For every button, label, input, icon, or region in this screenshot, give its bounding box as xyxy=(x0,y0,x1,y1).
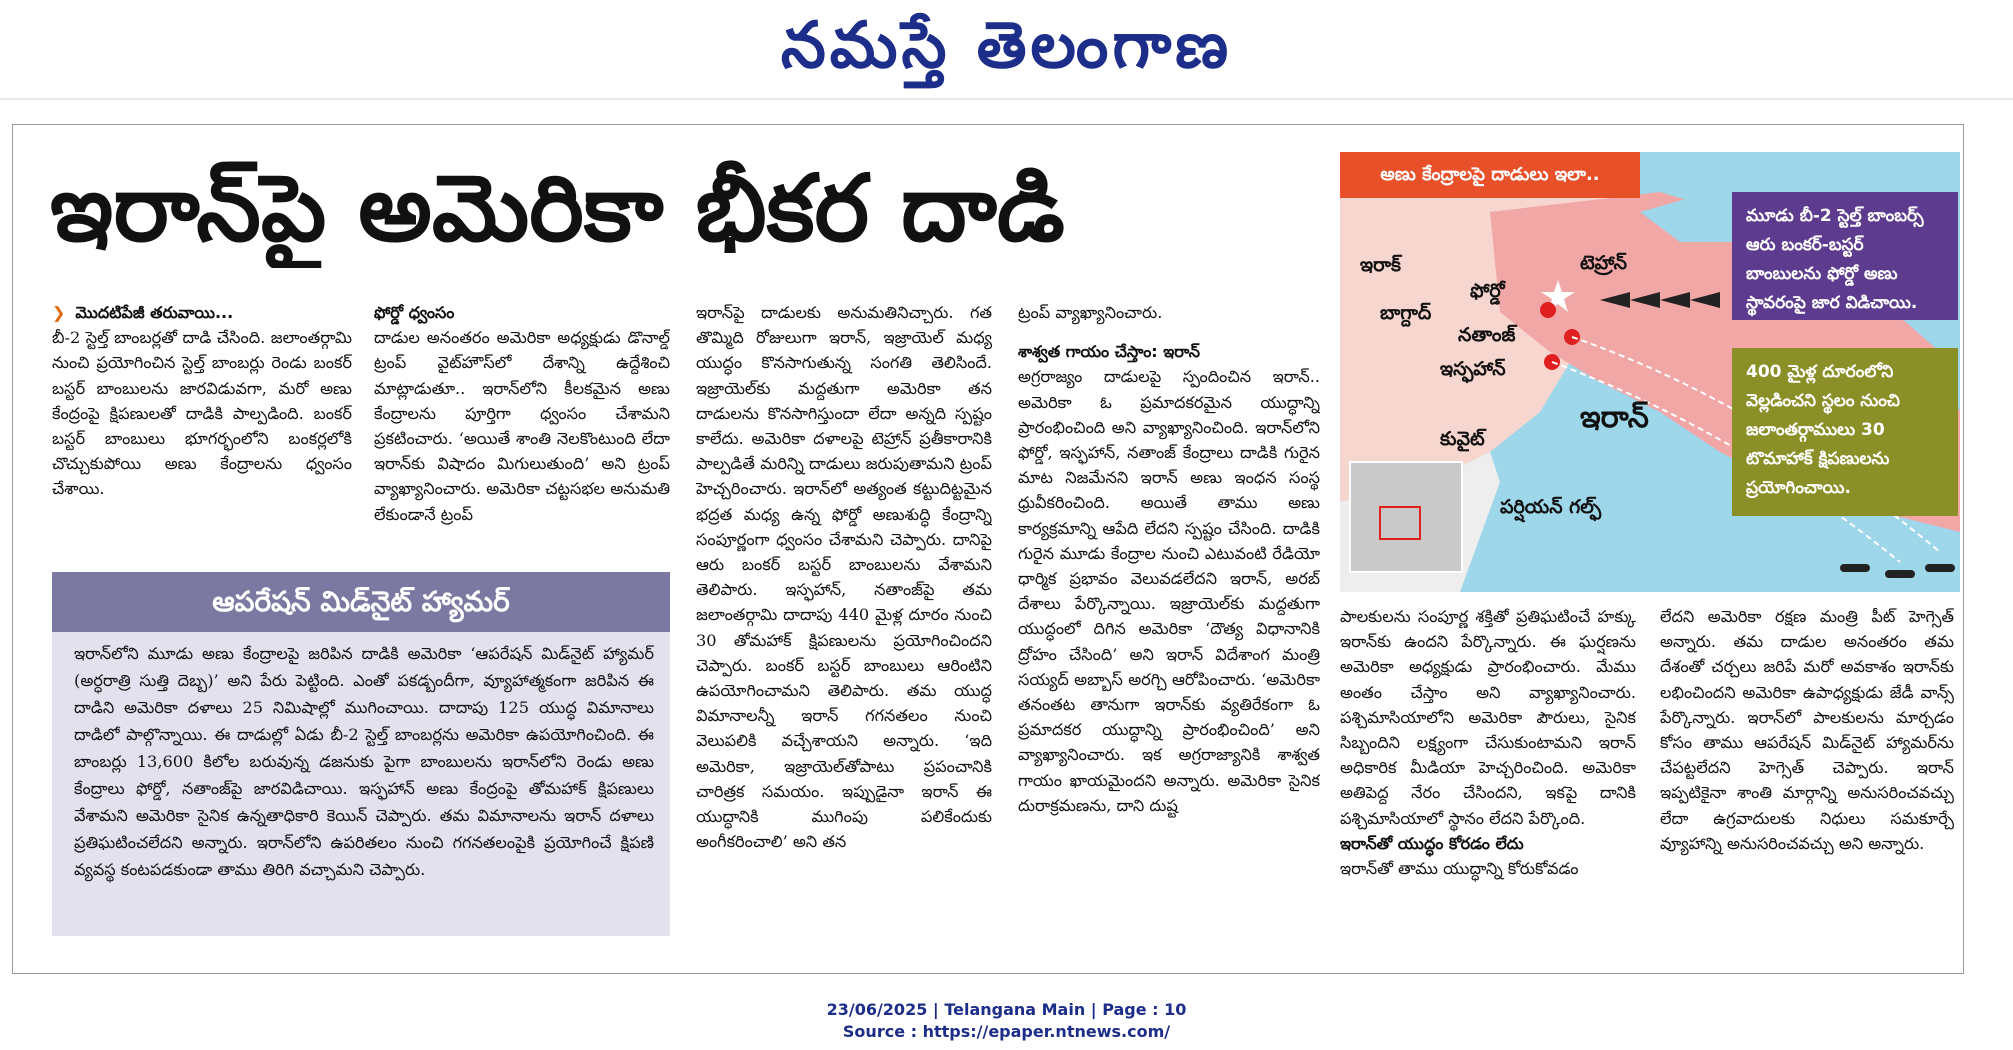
label-persian-gulf: పర్షియన్ గల్ఫ్ xyxy=(1500,496,1602,518)
label-natanz: నతాంజ్ xyxy=(1458,324,1516,346)
column-5 xyxy=(1340,604,1636,954)
bomber-info-box: మూడు బీ-2 స్టెల్త్ బాంబర్స్ ఆరు బంకర్-బస్టర్ బాంబులను ఫోర్డో అణు స్థావరంపై జార విడిచాయి. xyxy=(1732,192,1958,320)
column-6 xyxy=(1660,604,1954,954)
label-iran: ఇరాన్ xyxy=(1580,400,1649,435)
column-4-subhead: శాశ్వత గాయం చేస్తాం: ఇరాన్ xyxy=(1018,342,1200,362)
chevron-right-icon: ❯ xyxy=(52,303,66,322)
column-5-text-2: ఇరాన్‌తో తాము యుద్ధాన్ని కోరుకోవడం xyxy=(1340,859,1579,879)
label-iraq: ఇరాక్ xyxy=(1360,254,1401,276)
label-tehran: టెహ్రాన్ xyxy=(1580,252,1627,274)
label-isfahan: ఇస్ఫహాన్ xyxy=(1440,358,1506,380)
jump-line xyxy=(52,300,352,325)
operation-title: ఆపరేషన్ మిడ్‌నైట్ హ్యామర్ xyxy=(52,572,670,632)
column-2-subhead: ఫోర్డో ధ్వంసం xyxy=(374,303,455,322)
map-title: అణు కేంద్రాలపై దాడులు ఇలా.. xyxy=(1340,152,1640,198)
column-5-subhead: ఇరాన్‌తో యుద్ధం కోరడం లేదు xyxy=(1340,833,1524,853)
column-4-lead: ట్రంప్ వ్యాఖ్యానించారు. xyxy=(1018,303,1163,322)
column-4 xyxy=(1018,300,1320,952)
missile-info-box: 400 మైళ్ల దూరంలోని వెల్లడించని స్థలం నుంచి జలాంతర్గాములు 30 టొమాహాక్ క్షిపణులను ప్రయోగించాయి. xyxy=(1732,348,1958,516)
label-kuwait: కువైట్ xyxy=(1440,428,1485,450)
label-baghdad: బాగ్దాద్ xyxy=(1380,302,1432,324)
footer-source-line: Source : https://epaper.ntnews.com/ xyxy=(842,1022,1171,1041)
inset-map xyxy=(1350,462,1462,572)
label-fordo: ఫోర్డో xyxy=(1470,280,1505,302)
column-2-text: దాడుల అనంతరం అమెరికా అధ్యక్షుడు డొనాల్డ్ ట్రంప్ వైట్‌హౌస్‌లో దేశాన్ని ఉద్దేశించి మాట్లాడుతూ.. ఇరాన్‌లోని కీలకమైన అణు కేంద్రాలను పూర్తిగా ధ్వంసం చేశామని ప్రకటించారు. ‘అయితే శాంతి నెలకొంటుంది లేదా ఇరాన్‌కు విషాదం మిగులుతుంది’ అని ట్రంప్ వ్యాఖ్యానించారు. అమెరికా చట్టసభల అనుమతి లేకుండానే ట్రంప్ xyxy=(374,328,670,524)
fordo-strike xyxy=(1540,302,1556,318)
column-3-text: ఇరాన్‌పై దాడులకు అనుమతినిచ్చారు. గత తొమ్మిది రోజులుగా ఇరాన్, ఇజ్రాయెల్ మధ్య యుద్ధం కొనసాగుతున్న సంగతి తెలిసిందే. ఇజ్రాయెల్‌కు మద్దతుగా అమెరికా తన దాడులను కొనసాగిస్తుందా లేదా అన్నది స్పష్టం కాలేదు. అమెరికా దళాలపై టెహ్రాన్ ప్రతీకారానికి పాల్పడితే మరిన్ని దాడులు జరుపుతామని ట్రంప్ హెచ్చరించారు. ఇరాన్‌లో అత్యంత కట్టుదిట్టమైన భద్రత మధ్య ఉన్న ఫోర్డో అణుశుద్ధి కేంద్రాన్ని సంపూర్ణంగా ధ్వంసం చేశామని చెప్పారు. దానిపై ఆరు బంకర్ బస్టర్ బాంబులను వేశామని తెలిపారు. ఇస్ఫహాన్, నతాంజ్‌పై తమ జలాంతర్గామి దాదాపు 440 మైళ్ల దూరం నుంచి 30 తోమహాక్ క్షిపణులను ప్రయోగించిందని చెప్పారు. బంకర్ బస్టర్ బాంబులు ఆరింటిని ఉపయోగించామని తెలిపారు. తమ యుద్ధ విమానాలన్నీ ఇరాన్ గగనతలం నుంచి వెలుపలికి వచ్చేశాయని అన్నారు. ‘ఇది అమెరికా, ఇజ్రాయెల్‌తోపాటు ప్రపంచానికి చారిత్రక సమయం. ఇప్పుడైనా ఇరాన్ ఈ యుద్ధానికి ముగింపు పలికేందుకు అంగీకరించాలి’ అని తన xyxy=(696,303,992,852)
column-1 xyxy=(52,300,352,558)
operation-text: ఇరాన్‌లోని మూడు అణు కేంద్రాలపై జరిపిన దాడికి అమెరికా ‘ఆపరేషన్ మిడ్‌నైట్ హ్యామర్ (అర్ధరాత్రి సుత్తి దెబ్బ)’ అని పేరు పెట్టింది. ఎంతో పకడ్బందీగా, వ్యూహాత్మకంగా జరిపిన ఈ దాడిని అమెరికా దళాలు 25 నిమిషాల్లో ముగించాయి. దాదాపు 125 యుద్ధ విమానాలు దాడిలో పాల్గొన్నాయి. ఈ దాడుల్లో ఏడు బీ-2 స్టెల్త్ బాంబర్లను అమెరికా ఉపయోగించింది. ఈ బాంబర్లు 13,600 కిలోల బరువున్న డజనుకు పైగా బాంబులను ఇరాన్‌లోని రెండు అణు కేంద్రాలు ఫోర్డో, నతాంజ్‌పై జారవిడిచాయి. ఇస్ఫహాన్ అణు కేంద్రంపై తోమహాక్ క్షిపణులు వేశామని అమెరికా సైనిక ఉన్నతాధికారి కెయిన్ చెప్పారు. తమ విమానాలను ఇరాన్ దళాలు ప్రతిఘటించలేదని అన్నారు. ఇరాన్‌లోని ఉపరితలం నుంచి గగనతలంపైకి ప్రయోగించే క్షిపణి వ్యవస్థ కంటపడకుండా తాము తిరిగి వచ్చామని చెప్పారు. xyxy=(74,644,654,879)
operation-box xyxy=(52,572,670,936)
jump-label: మొదటిపేజీ తరువాయి... xyxy=(75,303,234,322)
column-6-text: లేదని అమెరికా రక్షణ మంత్రి పీట్ హెగ్సెత్ అన్నారు. తమ దాడుల అనంతరం తమ దేశంతో చర్చలు జరిపే మరో అవకాశం ఇరాన్‌కు లభించిందని అమెరికా ఉపాధ్యక్షుడు జేడీ వాన్స్ పేర్కొన్నారు. ఇరాన్‌లో పాలకులను మార్చడం కోసం తాము ఆపరేషన్ మిడ్‌నైట్ హ్యామర్‌ను చేపట్టలేదని హెగ్సెత్ చెప్పారు. ఇరాన్ ఇప్పటికైనా శాంతి మార్గాన్ని అనుసరించవచ్చు లేదా ఉగ్రవాదులకు నిధులు సమకూర్చే వ్యూహాన్ని అనుసరించవచ్చు అని అన్నారు. xyxy=(1660,607,1954,853)
attack-map xyxy=(1340,152,1960,592)
masthead-logo: నమస్తే తెలంగాణ xyxy=(780,9,1233,83)
masthead-divider xyxy=(0,98,2013,100)
column-5-text: పాలకులను సంపూర్ణ శక్తితో ప్రతిఘటించే హక్కు ఇరాన్‌కు ఉందని పేర్కొన్నారు. ఈ ఘర్షణను అమెరికా అధ్యక్షుడు ప్రారంభించారు. మేము అంతం చేస్తాం అని వ్యాఖ్యానించారు. పశ్చిమాసియాలోని అమెరికా పౌరులు, సైనిక సిబ్బందిని లక్ష్యంగా చేసుకుంటామని ఇరాన్ అధికారిక మీడియా హెచ్చరించింది. అమెరికా అతిపెద్ద నేరం చేసిందని, ఇకపై దానికి పశ్చిమాసియాలో స్థానం లేదని పేర్కొంది. xyxy=(1340,607,1636,828)
footer-date-line: 23/06/2025 | Telangana Main | Page : 10 xyxy=(826,1000,1187,1019)
column-1-text: బీ-2 స్టెల్త్ బాంబర్లతో దాడి చేసింది. జలాంతర్గామి నుంచి ప్రయోగించిన స్టెల్త్ బాంబర్లు రెండు బంకర్ బస్టర్ బాంబులను జారవిడువగా, మరో అణు కేంద్రంపై క్షిపణులతో దాడికి పాల్పడింది. బంకర్ బస్టర్ బాంబులు భూగర్భంలోని బంకర్లలోకి చొచ్చుకుపోయి అణు కేంద్రాలను ధ్వంసం చేశాయి. xyxy=(52,328,352,499)
column-4-text: అగ్రరాజ్యం దాడులపై స్పందించిన ఇరాన్.. అమెరికా ఓ ప్రమాదకరమైన యుద్ధాన్ని ప్రారంభించింది అని వ్యాఖ్యానించింది. ఇరాన్‌లోని ఫోర్డో, ఇస్ఫహాన్, నతాంజ్ కేంద్రాలు దాడికి గురైన మాట నిజమేనని ఇరాన్ అణు ఇంధన సంస్థ ధ్రువీకరించింది. అయితే తాము అణు కార్యక్రమాన్ని ఆపేది లేదని స్పష్టం చేసింది. దాడికి గురైన మూడు కేంద్రాల నుంచి ఎటువంటి రేడియో ధార్మిక ప్రభావం వెలువడలేదని ఇరాన్, అరబ్ దేశాలు పేర్కొన్నాయి. ఇజ్రాయెల్‌కు మద్దతుగా యుద్ధంలో దిగిన అమెరికా ‘దౌత్య విధానానికి ద్రోహం చేసింది’ అని ఇరాన్ విదేశాంగ మంత్రి సయ్యద్ అబ్బాస్ అరగ్చి ఆరోపించారు. ‘అమెరికా తనంతట తానుగా ఇరాన్‌కు వ్యతిరేకంగా ఓ ప్రమాదకర యుద్ధాన్ని ప్రారంభించింది’ అని వ్యాఖ్యానించారు. ఇక అగ్రరాజ్యానికి శాశ్వత గాయం ఖాయమైందని అన్నారు. అమెరికా సైనిక దురాక్రమణను, దాని దుష్ట xyxy=(1018,367,1320,815)
headline: ఇరాన్‌పై అమెరికా భీకర దాడి xyxy=(50,155,1065,262)
column-3 xyxy=(696,300,992,952)
column-2 xyxy=(374,300,670,558)
